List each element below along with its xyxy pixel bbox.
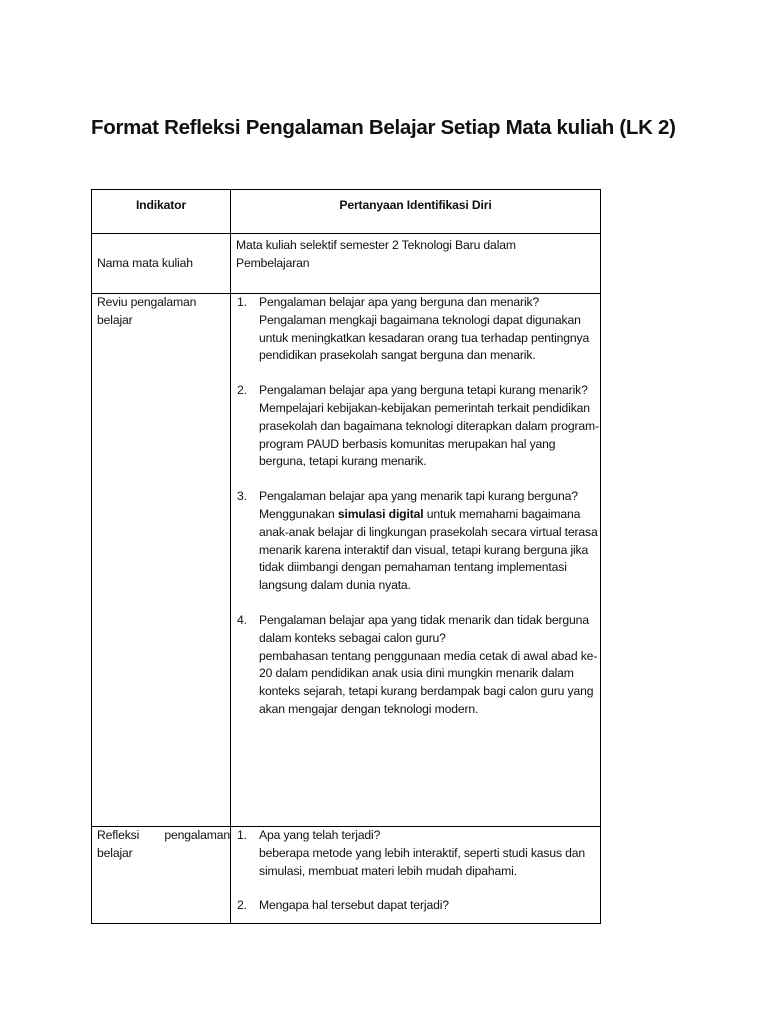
question-text: Mengapa hal tersebut dapat terjadi? [259,898,449,913]
list-item [236,488,600,595]
question-text: Pengalaman belajar apa yang menarik tapi kurang berguna? [259,489,578,504]
table-row-refleksi [92,827,601,924]
refleksi-answers-cell [231,827,601,924]
answer-emphasis: simulasi digital [337,506,424,521]
list-item [236,294,600,365]
item-number: 1. [237,828,247,842]
indicator-cell: Reviu pengalaman belajar [92,294,231,827]
reviu-answers-cell [231,294,601,827]
answer-text [259,506,600,595]
reviu-question-list [236,294,600,719]
answer-text: Mempelajari kebijakan-kebijakan pemerintah terkait pendidikan prasekolah dan bagaimana teknologi diterapkan dalam program-program PAUD berbasis komunitas merupakan hal yang berguna, tetapi kurang menarik. [259,400,599,469]
item-number: 2. [237,383,247,398]
refleksi-question-list [236,827,600,915]
item-number: 3. [237,489,247,504]
question-text: Pengalaman belajar apa yang berguna tetapi kurang menarik? [259,383,588,398]
item-number: 1. [237,295,247,309]
question-text: Pengalaman belajar apa yang tidak menarik dan tidak berguna dalam konteks sebagai calon guru? [259,612,589,645]
header-pertanyaan-label: Pertanyaan Identifikasi Diri [339,198,492,212]
question-text: Pengalaman belajar apa yang berguna dan menarik? [259,295,540,309]
answer-text: pembahasan tentang penggunaan media cetak di awal abad ke-20 dalam pendidikan anak usia dini mungkin menarik dalam konteks sejarah, tetapi kurang berdampak bagi calon guru yang akan mengajar dengan teknologi modern. [259,648,598,716]
reflection-table [91,189,601,924]
table-row-nama-mata-kuliah [92,234,601,294]
list-item [236,827,600,880]
item-number: 2. [237,898,247,913]
answer-text: Pengalaman mengkaji bagaimana teknologi dapat digunakan untuk meningkatkan kesadaran orang tua terhadap pentingnya pendidikan prasekolah sangat berguna dan menarik. [259,312,590,363]
question-text: Apa yang telah terjadi? [259,828,381,842]
indicator-cell: Nama mata kuliah [92,234,231,294]
document-title: Format Refleksi Pengalaman Belajar Setiap Mata kuliah (LK 2) [91,116,676,139]
table-header-row [92,190,601,234]
item-number: 4. [237,612,247,627]
table-row-reviu [92,294,601,827]
list-item [236,897,600,915]
answer-text-start: Menggunakan [259,506,338,521]
header-pertanyaan [231,190,601,234]
header-indikator-label: Indikator [135,198,187,212]
indicator-cell: Refleksi pengalaman belajar [92,827,231,924]
list-item [236,382,600,471]
answer-text-end: untuk memahami bagaimana anak-anak belajar di lingkungan prasekolah secara virtual terasa menarik karena interaktif dan visual, tetapi kurang berguna jika tidak diimbangi dengan pemahaman tentang implementasi langsung dalam dunia nyata. [259,506,598,593]
list-item [236,612,600,719]
answer-text: beberapa metode yang lebih interaktif, seperti studi kasus dan simulasi, membuat materi lebih mudah dipahami. [259,845,586,878]
course-name-cell: Mata kuliah selektif semester 2 Teknologi Baru dalam Pembelajaran [231,234,601,294]
header-indikator [92,190,231,234]
